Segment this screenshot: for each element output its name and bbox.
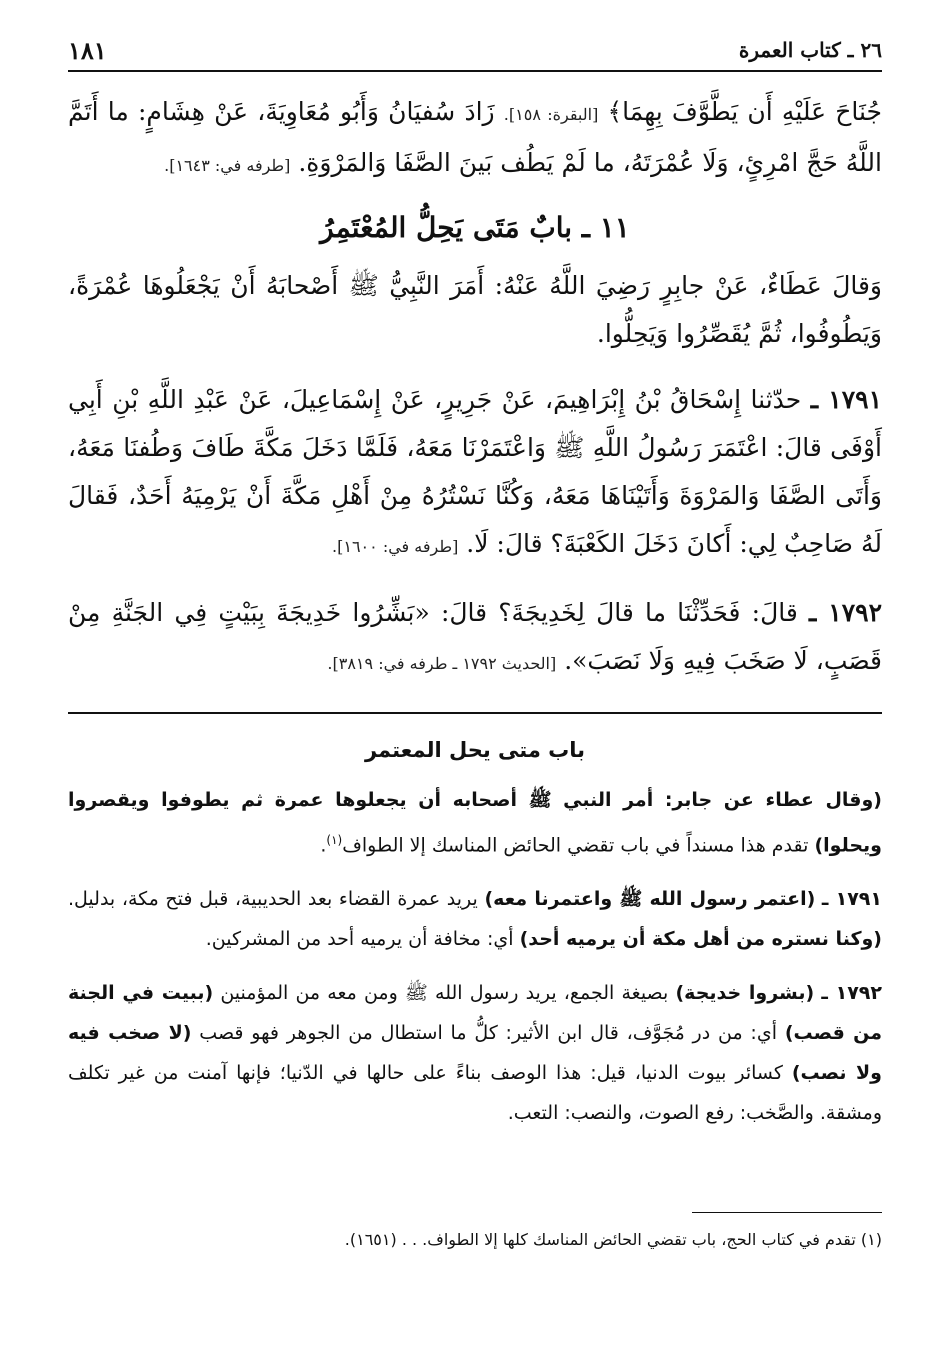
hadith-reference: [طرفه في: ١٦٠٠]. (332, 537, 459, 556)
hadith-body: حدّثنا إِسْحَاقُ بْنُ إِبْرَاهِيمَ، عَنْ جَرِيرٍ، عَنْ إِسْمَاعِيلَ، عَنْ عَبْدِ اللَّهِ بْنِ أَبِي أَوْفَى قالَ: اعْتَمَرَ رَسُولُ اللَّهِ ﷺ وَاعْتَمَرْنَا مَعَهُ، فَلَمَّا دَخَلَ مَكَّةَ طَافَ وَطُفنَا مَعَهُ، وَأَتَى الصَّفَا وَالمَرْوَةَ وَأَتَيْنَاهَا مَعَهُ، وَكُنَّا نَسْتُرُهُ مِنْ أَهْلِ مَكَّةَ أَنْ يَرْمِيَهُ أَحَدٌ، فَقالَ لَهُ صَاحِبٌ لِي: أَكانَ دَخَلَ الكَعْبَةَ؟ قالَ: لَا. (68, 385, 882, 558)
commentary-paragraph (68, 973, 882, 1133)
intro-continuation: زَادَ سُفيَانُ وَأَبُو مُعَاوِيَةَ، عَنْ هِشَامٍ: ما أَتَمَّ اللَّهُ حَجَّ امْرِئٍ، وَلَا عُمْرَتَهُ، ما لَمْ يَطُف بَينَ الصَّفَا وَالمَرْوَةِ. (68, 97, 882, 177)
commentary-paragraph (68, 879, 882, 959)
chapter-title: ١١ ـ بابٌ مَتَى يَحِلُّ المُعْتَمِرُ (320, 211, 630, 244)
verse-reference: [البقرة: ١٥٨]. (503, 105, 599, 124)
hadith-text (68, 88, 882, 688)
hadith-1791 (68, 376, 882, 571)
hadith-number: ١٧٩١ ـ (810, 385, 882, 414)
hadith-reference: [الحديث ١٧٩٢ ـ طرفه في: ٣٨١٩]. (327, 654, 557, 673)
chapter-heading: ٢٦ ـ كتاب العمرة (738, 38, 882, 62)
quoted-text: (ببيت في الجنة من قصب) (68, 982, 883, 1045)
footnote-divider (692, 1212, 882, 1213)
page-number: ١٨١ (68, 36, 107, 65)
commentary-text: أي: من در مُجَوَّف، قال ابن الأثير: كلُّ ما استطال من الجوهر فهو قصب (199, 1022, 777, 1045)
commentary-text: أي: مخافة أن يرميه أحد من المشركين. (205, 928, 514, 951)
page-header (68, 28, 882, 72)
section-divider (68, 712, 882, 714)
intro-tarafah: [طرفه في: ١٦٤٣]. (164, 156, 291, 175)
quoted-text: (اعتمر رسول الله ﷺ واعتمرنا معه) (484, 888, 816, 911)
commentary-section (68, 730, 882, 1133)
commentary-text: يريد عمرة القضاء بعد الحديبية، قبل فتح مكة، بدليل. (68, 888, 478, 911)
commentary-text: . (320, 834, 327, 857)
hadith-number: ١٧٩٢ ـ (821, 982, 882, 1005)
hadith-number: ١٧٩٢ ـ (809, 598, 883, 627)
commentary-title: باب متى يحل المعتمر (364, 738, 586, 762)
hadith-number: ١٧٩١ ـ (821, 888, 882, 911)
footnote: (١) تقدم في كتاب الحج، باب تقضي الحائض المناسك كلها إلا الطواف. . . (١٦٥١). (344, 1230, 882, 1249)
intro-paragraph (68, 88, 882, 190)
commentary-text: تقدم هذا مسنداً في باب تقضي الحائض المناسك إلا الطواف (342, 834, 809, 857)
commentary-text: كسائر بيوت الدنيا، قيل: هذا الوصف بناءً على حالها في الدّنيا؛ فإنها آمنت من غير تكلف ومشقة. والصَّخب: رفع الصوت، والنصب: التعب. (68, 1062, 882, 1125)
hadith-1792 (68, 589, 882, 688)
quoted-text: (وقال عطاء عن جابر: أمر النبي ﷺ أصحابه أن يجعلوها عمرة ثم يطوفوا ويقصروا ويحلوا) (68, 789, 882, 857)
quoted-text: (وكنا نستره من أهل مكة أن يرميه أحد) (519, 928, 882, 951)
quoted-text: (لا صخب فيه ولا نصب) (68, 1022, 882, 1085)
commentary-text: بصيغة الجمع، يريد رسول الله ﷺ ومن معه من المؤمنين (220, 982, 669, 1005)
hadith-body: قالَ: فَحَدِّثْنَا ما قالَ لِخَدِيجَةَ؟ قالَ: «بَشِّرُوا خَدِيجَةَ بِبَيْتٍ فِي الجَنَّةِ مِنْ قَصَبٍ، لَا صَخَبَ فِيهِ وَلَا نَصَبَ». (68, 598, 882, 675)
quoted-text: (بشروا خديجة) (675, 982, 815, 1005)
footnote-marker[interactable]: (١) (326, 833, 343, 847)
quran-verse: جُنَاحَ عَلَيْهِ أَن يَطَّوَّفَ بِهِمَا﴾ (607, 97, 883, 126)
commentary-paragraph (68, 780, 882, 865)
ata-narration: وَقالَ عَطَاءٌ، عَنْ جابِرٍ رَضِيَ اللَّهُ عَنْهُ: أَمَرَ النَّبِيُّ ﷺ أَصْحابَهُ أَنْ يَجْعَلُوهَا عُمْرَةً، وَيَطُوفُوا، ثُمَّ يُقَصِّرُوا وَيَحِلُّوا. (68, 271, 882, 348)
